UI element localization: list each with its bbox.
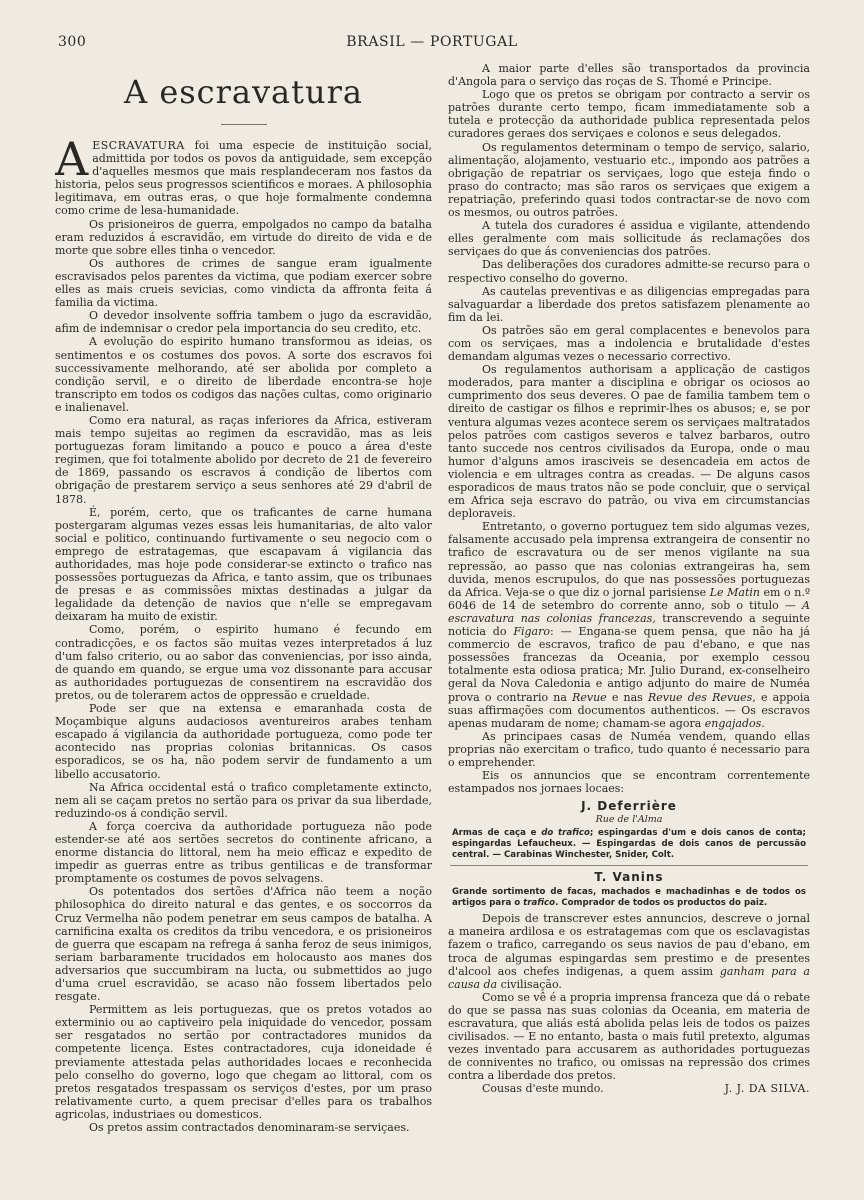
paragraph: Logo que os pretos se obrigam por contracto a servir os patrões durante certo tempo, ficam immediatamente sob a tutela e protecção da authoridade publica representada pelos curadores geraes dos serviçaes e colonos e seus delegados.	[448, 88, 810, 141]
page-number: 300	[58, 34, 87, 50]
text-run: em o n.º 6046 de 14 de setembro do corrente anno, sob o titulo —	[448, 585, 810, 612]
running-head: BRASIL — PORTUGAL	[346, 34, 518, 50]
paragraph: Os authores de crimes de sangue eram igualmente escravisados pelos parentes da victima, que podiam exercer sobre elles as mais crueis sevicias, como vindicta da affronta feita á familia da victima.	[55, 256, 432, 310]
paragraph: O devedor insolvente soffria tambem o jugo da escravidão, afim de indemnisar o credor pela importancia do seu credito, etc.	[55, 309, 432, 336]
text-run: Grande sortimento de facas, machados e machadinhas e de todos os artigos para o	[452, 887, 806, 909]
paragraph: Os prisioneiros de guerra, empolgados no campo da batalha eram reduzidos á escravidão, em virtude do direito de vida e de morte que sobre elles tinha o vencedor.	[55, 217, 432, 257]
paragraph: Como, porém, o espirito humano é fecundo em contradicções, e os factos são muitas vezes interpretados á luz d'um falso criterio, ou ao sabor das conveniencias, por isso ainda, de quando em quando, se ergue uma voz dissonante para accusar as authoridades portuguezas de consentirem na escravidão dos pretos, ou de tolerarem actos de oppressão e crueldade.	[55, 623, 432, 702]
text-run: civilisação.	[497, 977, 562, 991]
lead-word: ESCRAVATURA	[92, 139, 185, 152]
text-run: ; espingardas d'um e dois canos de conta; espingardas Lefaucheux. — Espingardas de dois canos de percussão central. — Carabinas Winchester, Snider, Colt.	[452, 828, 806, 861]
paragraph: Os patrões são em geral complacentes e benevolos para com os serviçaes, mas a indolencia e brutalidade d'estes demandam algumas vezes o necessario correctivo.	[448, 323, 810, 364]
drop-cap: A	[55, 132, 89, 186]
emphasis: do trafico	[541, 828, 590, 839]
advertisement	[448, 870, 810, 909]
text-run: Depois de transcrever estes annuncios, descreve o jornal a maneira ardilosa e os estratagemas com que os esclavagistas fazem o trafico, carregando os seus navios de pau d'ebano, em troca de algumas espingardas sem prestimo e de presentes d'alcool aos chefes indigenas, a quem assim	[448, 912, 810, 978]
text-run: : — Engana-se quem pensa, que não ha já commercio de escravos, trafico de pau d'ebano, e que nas possessões francezas da Oceania, por exemplo cessou totalmente esta odiosa pratica; Mr. Julio Durand, ex-conselheiro geral da Nova Caledonia e antigo adjunto do maire de Numéa prova o contrario na	[448, 625, 810, 704]
closing-text: Cousas d'este mundo.	[482, 1082, 604, 1096]
paragraph: Eis os annuncios que se encontram correntemente estampados nos jornaes locaes:	[448, 769, 810, 796]
paragraph: A evolução do espirito humano transformou as ideias, os sentimentos e os costumes dos povos. A sorte dos escravos foi successivamente melhorando, até ser abolida por completo a condição servil, e o direito de liberdade encontra-se hoje transcripto em todos os codigos das nações cultas, como originario e inalienavel.	[55, 335, 432, 414]
ad-text	[452, 887, 806, 909]
advertisement	[448, 799, 810, 861]
paragraph: Como era natural, as raças inferiores da Africa, estiveram mais tempo sujeitas ao regimen da escravidão, mas as leis portuguezas foram limitando a pouco e pouco a área d'este regimen, que foi totalmente abolido por decreto de 21 de fevereiro de 1869, passando os escravos á condição de libertos com obrigação de prestarem serviço a seus senhores até 29 d'abril de 1878.	[55, 413, 432, 506]
paragraph: Como se vê é a propria imprensa franceza que dá o rebate do que se passa nas suas colonias da Oceania, em materia de escravatura, que aliás está abolida pelas leis de todos os paizes civilisados. — E no entanto, basta o mais futil pretexto, algumas vezes inventado para accusarem as authoridades portuguezas de conniventes no trafico, ou omissas na repressão dos crimes contra a liberdade dos pretos.	[448, 990, 810, 1083]
ad-merchant-name: J. Deferrière	[581, 799, 677, 814]
journal-name: Figaro	[513, 625, 550, 639]
ad-merchant-name: T. Vanins	[594, 870, 664, 885]
paragraph: Os pretos assim contractados denominaram-se serviçaes.	[89, 1121, 410, 1135]
paragraph: As cautelas preventivas e as diligencias empregadas para salvaguardar a liberdade dos pretos satisfazem plenamente ao fim da lei.	[448, 284, 810, 324]
emphasis: trafico	[523, 898, 556, 909]
text-run: e nas	[606, 690, 648, 704]
article-title: A escravatura	[124, 73, 363, 111]
text-run: transcrevendo a seguinte noticia do	[448, 611, 810, 639]
author-signature: J. J. DA SILVA.	[724, 1082, 810, 1096]
paragraph: Os regulamentos authorisam a applicação de castigos moderados, para manter a disciplina e obrigar os ociosos ao cumprimento dos seus deveres. O pae de familia tambem tem o direito de castigar os filhos e reprimir-lhes os abusos; e, se por ventura algumas vezes acontece serem os serviçaes maltratados pelos patrões com castigos severos e talvez barbaros, outro tanto succede nos centros civilisados da Europa, onde o mau humor d'alguns amos irasciveis se desencadeia em actos de violencia e em ultrages contra as creadas. — De alguns casos esporadicos de maus tratos não se pode concluir, que o serviçal em Africa seja escravo do patrão, ou viva em circumstancias deploraveis.	[448, 363, 810, 521]
text-run: , e appoia suas affirmações com documentos authenticos. — Os escravos apenas mudaram de nome; chamam-se agora	[448, 690, 810, 730]
paragraph: Permittem as leis portuguezas, que os pretos votados ao exterminio ou ao captiveiro pela iniquidade do vencedor, possam ser resgatados no sertão por contractadores munidos da competente licença. Estes contractadores, cuja idoneidade é previamente attestada pelas authoridades locaes e reconhecida pelo conselho do governo, logo que chegam ao littoral, com os pretos resgatados trespassam os serviços d'estes, por um praso relativamente curto, a quem precisar d'elles para os trabalhos agricolas, industriaes ou domesticos.	[55, 1003, 432, 1121]
emphasis: ganham para a causa da	[448, 964, 810, 991]
paragraph: A maior parte d'elles são transportados da provincia d'Angola para o serviço das roças de S. Thomé e Principe.	[448, 62, 810, 89]
text-run: . Comprador de todos os productos do paiz.	[555, 898, 768, 909]
paragraph: A tutela dos curadores é assidua e vigilante, attendendo elles geralmente com mais sollicitude ás reclamações dos serviçaes do que ás conveniencias dos patrões.	[448, 219, 810, 259]
paragraph: Na Africa occidental está o trafico completamente extincto, nem ali se caçam pretos no sertão para os privar da sua liberdade, reduzindo-os á condição servil.	[55, 780, 432, 820]
article-name: A escravatura nas colonias francezas,	[448, 598, 810, 625]
paragraph	[448, 912, 810, 991]
text-run: Armas de caça e	[452, 828, 542, 839]
text-run: Entretanto, o governo portuguez tem sido algumas vezes, falsamente accusado pela imprensa extrangeira de consentir no trafico de escravatura ou de ser menos vigilante na sua repressão, ao passo que nas colonias extrangeiras ha, sem duvida, menos escrupulos, do que nas possessões portuguezas da Africa. Veja-se o que diz o jornal parisiense	[448, 520, 810, 599]
closing-line	[448, 1082, 810, 1095]
paragraph: A força coerciva da authoridade portugueza não pode estender-se até aos sertões secretos do continente africano, a enorme distancia do littoral, nem ha meio efficaz e expedito de impedir as guerras entre as tribus gentilicas e de transformar promptamente os costumes de povos selvagens.	[55, 819, 432, 886]
ad-text	[452, 828, 806, 861]
ad-divider	[450, 865, 808, 866]
journal-name: Revue	[572, 690, 607, 704]
opening-paragraph	[55, 132, 432, 218]
paragraph: Os regulamentos determinam o tempo de serviço, salario, alimentação, alojamento, vestuario etc., impondo aos patrões a obrigação de repatriar os serviçaes, logo que esteja findo o praso do contracto; mas são raros os serviçaes que exigem a repatriação, preferindo quasi todos contractar-se de novo com os mesmos, ou outros patrões.	[448, 140, 810, 220]
ad-address: Rue de l'Alma	[595, 814, 663, 826]
opening-text: foi uma especie de instituição social, admittida por todos os povos da antiguidade, sem excepção d'aquelles mesmos que mais resplandeceram nos fastos da historia, pelos seus progressos scientificos e moraes. A philosophia legitimava, em outras eras, o que hoje formalmente condemna como crime de lesa-humanidade.	[55, 139, 432, 218]
title-rule	[221, 124, 267, 125]
text-run: .	[761, 716, 765, 730]
journal-name: Le Matin	[709, 585, 760, 599]
paragraph-calumny	[448, 520, 810, 730]
paragraph: Os potentados dos sertões d'Africa não teem a noção philosophica do direito natural e das gentes, e os soccorros da Cruz Vermelha não podem penetrar em seus campos de batalha. A carnificina exalta os creditos da tribu vencedora, e os prisioneiros de guerra que escapam na refrega á sanha feroz de seus inimigos, seriam barbaramente trucidados em holocausto aos manes dos adversarios que succumbiram na lucta, ou submettidos ao jugo d'uma cruel escravidão, se acaso não fossem libertados pelo resgate.	[55, 885, 432, 1004]
paragraph: Pode ser que na extensa e emaranhada costa de Moçambique alguns audaciosos aventureiros arabes tenham escapado á vigilancia da authoridade portugueza, como pode ter acontecido nas proprias colonias britannicas. Os casos esporadicos, se os ha, não podem servir de fundamento a um libello accusatorio.	[55, 702, 432, 781]
journal-name: Revue des Revues	[647, 690, 753, 704]
paragraph: É, porém, certo, que os traficantes de carne humana postergaram algumas vezes essas leis humanitarias, de alto valor social e politico, continuando furtivamente o seu negocio com o emprego de estratagemas, que escapavam á vigilancia das authoridades, mas hoje pode considerar-se extincto o trafico nas possessões portuguezas da Africa, e tanto assim, que os tribunaes de presas e as commissões mixtas destinadas a julgar da legalidade da detenção de navios que n'elle se empregavam deixaram ha muito de existir.	[55, 505, 432, 624]
right-column	[448, 62, 810, 1172]
left-column	[55, 62, 432, 1172]
emphasis: engajados	[704, 716, 762, 730]
paragraph: Das deliberações dos curadores admitte-se recurso para o respectivo conselho do governo.	[448, 258, 810, 285]
paragraph: As principaes casas de Numéa vendem, quando ellas proprias não exercitam o trafico, tudo quanto é necessario para o emprehender.	[448, 729, 810, 769]
